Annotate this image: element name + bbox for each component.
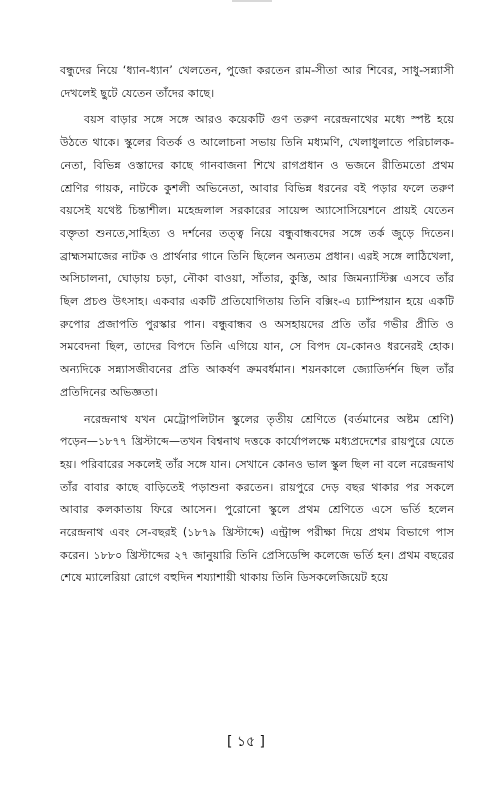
body-text bbox=[60, 60, 454, 590]
page-number: [ ১৫ ] bbox=[227, 734, 265, 750]
paragraph-3: নরেন্দ্রনাথ যখন মেট্রোপলিটান স্কুলের তৃতীয় শ্রেণিতে (বর্তমানের অষ্টম শ্রেণি) পড়েন—১৮৭৭ খ্রিস্টাব্দে—তখন বিশ্বনাথ দত্তকে কার্যোপলক্ষে মধ্যপ্রদেশের রায়পুরে যেতে হয়। পরিবারের সকলেই তাঁর সঙ্গে যান। সেখানে কোনও ভাল স্কুল ছিল না বলে নরেন্দ্রনাথ তাঁর বাবার কাছে বাড়িতেই পড়াশুনা করতেন। রায়পুরে দেড় বছর থাকার পর সকলে আবার কলকাতায় ফিরে আসেন। পুরোনো স্কুলে প্রথম শ্রেণিতে এসে ভর্তি হলেন নরেন্দ্রনাথ এবং সে-বছরই (১৮৭৯ খ্রিস্টাব্দে) এন্ট্রান্স পরীক্ষা দিয়ে প্রথম বিভাগে পাস করেন। ১৮৮০ খ্রিস্টাব্দের ২৭ জানুয়ারি তিনি প্রেসিডেন্সি কলেজে ভর্তি হন। প্রথম বছরের শেষে ম্যালেরিয়া রোগে বহুদিন শয্যাশায়ী থাকায় তিনি ডিসকলেজিয়েট হয়ে bbox=[60, 412, 454, 585]
top-edge-mark bbox=[232, 0, 272, 2]
paragraph-2: বয়স বাড়ার সঙ্গে সঙ্গে আরও কয়েকটি গুণ তরুণ নরেন্দ্রনাথের মধ্যে স্পষ্ট হয়ে উঠতে থাকে। স্কুলের বিতর্ক ও আলোচনা সভায় তিনি মধ্যমণি, খেলাধুলাতে পরিচালক-নেতা, বিভিন্ন ওস্তাদের কাছে গানবাজনা শিখে রাগপ্রধান ও ভজনে রীতিমতো প্রথম শ্রেণির গায়ক, নাটকে কুশলী অভিনেতা, আবার বিভিন্ন ধরনের বই পড়ার ফলে তরুণ বয়সেই যথেষ্ট চিন্তাশীল। মহেন্দ্রলাল সরকারের সায়েন্স অ্যাসোসিয়েশনে প্রায়ই যেতেন বক্তৃতা শুনতে,সাহিত্য ও দর্শনের তত্ত্ব নিয়ে বন্ধুবান্ধবদের সঙ্গে তর্ক জুড়ে দিতেন। ব্রাহ্মসমাজের নাটক ও প্রার্থনার গানে তিনি ছিলেন অন্যতম প্রধান। এরই সঙ্গে লাঠিখেলা, অসিচালনা, ঘোড়ায় চড়া, নৌকা বাওয়া, সাঁতার, কুস্তি, আর জিমন্যাস্টিক্স এসবে তাঁর ছিল প্রচণ্ড উৎসাহ। একবার একটি প্রতিযোগিতায় তিনি বক্সিং-এ চ্যাম্পিয়ান হয়ে একটি রুপোর প্রজাপতি পুরস্কার পান। বন্ধুবান্ধব ও অসহায়দের প্রতি তাঁর গভীর প্রীতি ও সমবেদনা ছিল, তাদের বিপদে তিনি এগিয়ে যান, সে বিপদ যে-কোনও ধরনেরই হোক। অন্যদিকে সন্ন্যাসজীবনের প্রতি আকর্ষণ ক্রমবর্ধমান। শয়নকালে জ্যোতির্দর্শন ছিল তাঁর প্রতিদিনের অভিজ্ঞতা। bbox=[60, 113, 454, 399]
paragraph-1: বন্ধুদের নিয়ে ‘ধ্যান-ধ্যান’ খেলতেন, পুজো করতেন রাম-সীতা আর শিবের, সাধু-সন্ন্যাসী দেখলেই ছুটে যেতেন তাঁদের কাছে। bbox=[60, 64, 454, 100]
